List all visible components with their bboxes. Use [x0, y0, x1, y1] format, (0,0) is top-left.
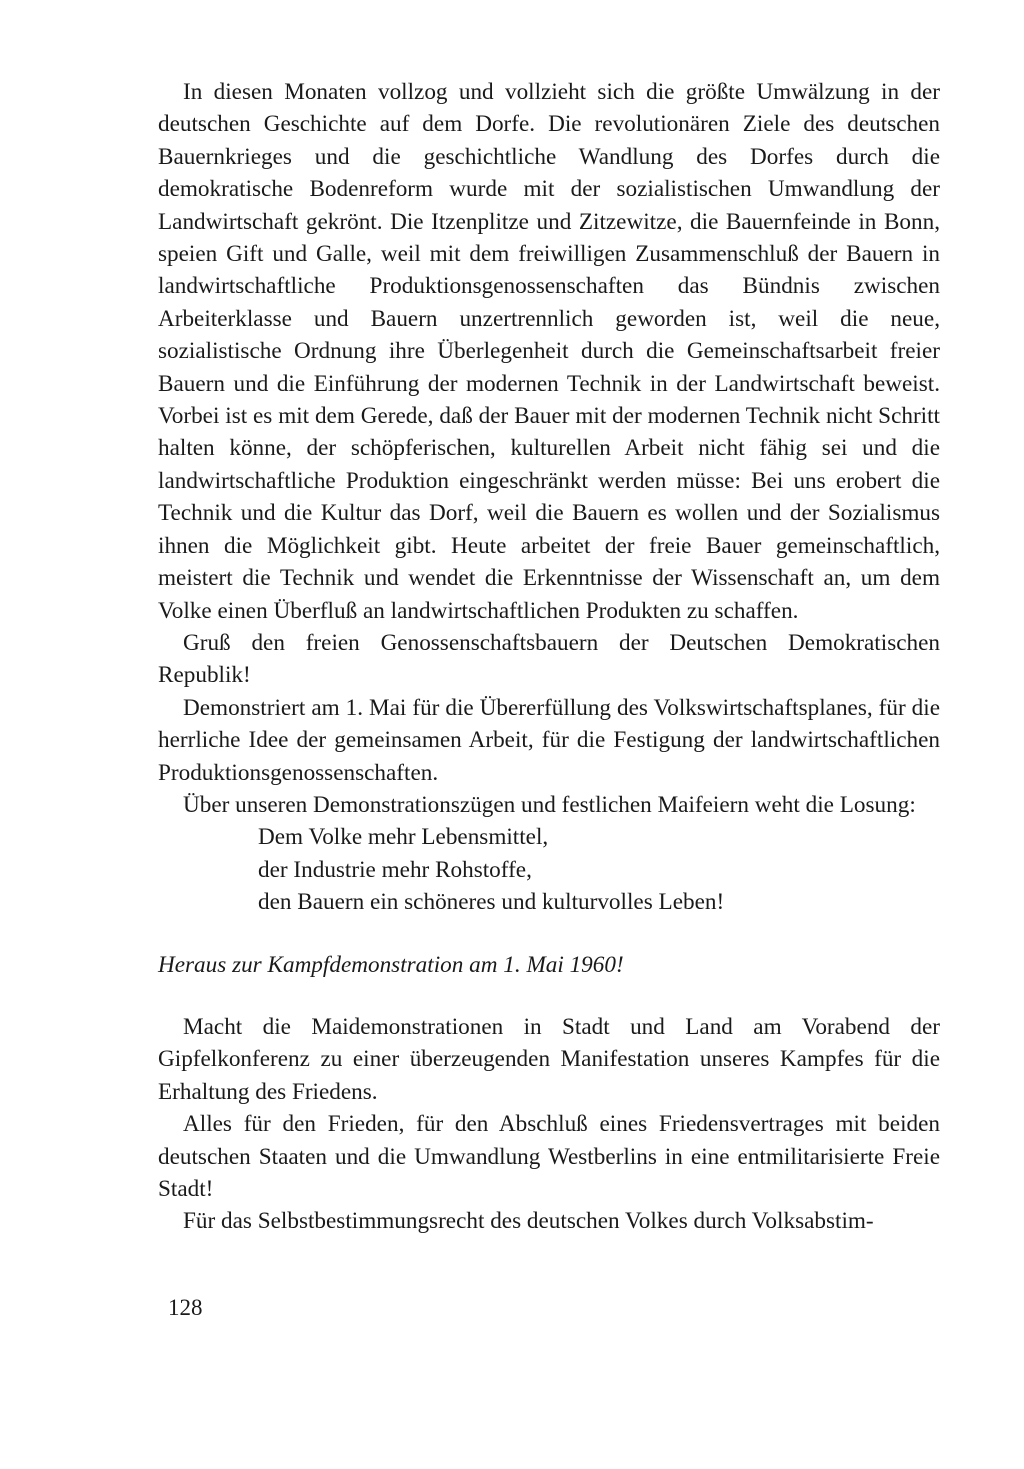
verse-line: der Industrie mehr Rohstoffe, — [258, 856, 532, 883]
paragraph-losung: Über unseren Demonstrationszügen und festlichen Maifeiern weht die Losung: — [183, 791, 916, 818]
paragraph-gruss: Gruß den freien Genossenschaftsbauern der Deutschen Demokratischen Republik! — [158, 629, 940, 689]
paragraph-frieden: Alles für den Frieden, für den Abschluß eines Friedensvertrages mit beiden deutschen Staaten und die Umwandlung Westberlins in eine entmilitarisierte Freie Stadt! — [158, 1111, 940, 1202]
paragraph-maidemonstrationen: Macht die Maidemonstrationen in Stadt und Land am Vorabend der Gipfelkonferenz zu einer überzeugenden Manifestation unseres Kampfes für die Erhaltung des Friedens. — [158, 1013, 940, 1105]
paragraph-selbstbestimmung: Für das Selbstbestimmungsrecht des deutschen Volkes durch Volksabstim- — [183, 1208, 874, 1235]
section-heading: Heraus zur Kampfdemonstration am 1. Mai 1960! — [158, 951, 624, 978]
paragraph-demonstriert: Demonstriert am 1. Mai für die Übererfüllung des Volkswirtschaftsplanes, für die herrliche Idee der gemeinsamen Arbeit, für die Festigung der landwirtschaftlichen Produktionsgenossenschaften. — [158, 694, 940, 786]
verse-line: den Bauern ein schöneres und kulturvolles Leben! — [258, 889, 725, 916]
paragraph-bodenreform: In diesen Monaten vollzog und vollzieht sich die größte Umwälzung in der deutschen Geschichte auf dem Dorfe. Die revolutionären Ziele des deutschen Bauernkrieges und die geschichtliche Wandlung des Dorfes durch die demokratische Bodenreform wurde mit der sozialistischen Umwandlung der Landwirtschaft gekrönt. Die Itzenplitze und Zitzewitze, die Bauernfeinde in Bonn, speien Gift und Galle, weil mit dem freiwilligen Zusammenschluß der Bauern in landwirtschaftliche Produktionsgenossenschaften das Bündnis zwischen Arbeiterklasse und Bauern unzertrennlich geworden ist, weil die neue, sozialistische Ordnung ihre Überlegenheit durch die Gemeinschaftsarbeit freier Bauern und die Einführung der modernen Technik in der Landwirtschaft beweist. Vorbei ist es mit dem Gerede, daß der Bauer mit der modernen Technik nicht Schritt halten könne, der schöpferischen, kulturellen Arbeit nicht fähig sei und die landwirtschaftliche Produktion eingeschränkt werden müsse: Bei uns erobert die Technik und die Kultur das Dorf, weil die Bauern es wollen und der Sozialismus ihnen die Möglichkeit gibt. Heute arbeitet der freie Bauer gemeinschaftlich, meistert die Technik und wendet die Erkenntnisse der Wissenschaft an, um dem Volke einen Überfluß an landwirtschaftlichen Produkten zu schaffen. — [158, 79, 940, 624]
verse-line: Dem Volke mehr Lebensmittel, — [258, 824, 549, 851]
page-number: 128 — [168, 1295, 203, 1320]
slogan-verse — [158, 821, 940, 918]
page-body — [158, 76, 940, 1238]
